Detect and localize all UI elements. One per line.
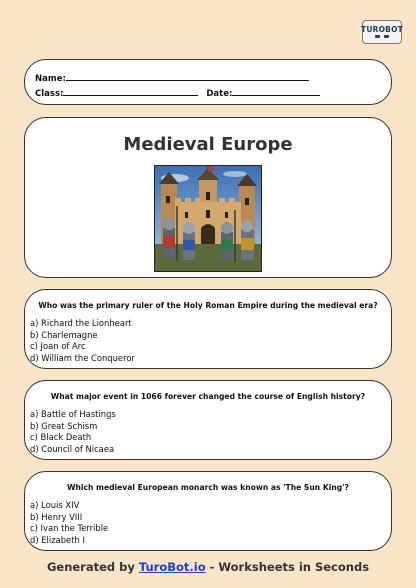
date-blank [232, 87, 320, 96]
answer-option-a: a) Louis XIV [30, 500, 80, 510]
footer-suffix: - Worksheets in Seconds [205, 560, 370, 574]
worksheet-title: Medieval Europe [123, 134, 293, 155]
class-blank [63, 87, 198, 96]
answer-option-d: d) William the Conqueror [30, 352, 135, 363]
footer-prefix: Generated by [46, 560, 139, 574]
answer-option-a: a) Battle of Hastings [30, 409, 116, 419]
turobot-logo [362, 20, 404, 46]
answer-option-c: c) Ivan the Terrible [30, 523, 109, 534]
turobot-link[interactable]: TuroBot.io [138, 560, 206, 574]
student-info-card [24, 59, 392, 105]
answer-options [30, 318, 135, 364]
question-text: Who was the primary ruler of the Holy Roman Empire during the medieval era? [38, 301, 378, 310]
answer-option-b: b) Henry VIII [30, 511, 83, 522]
robot-logo-icon [362, 20, 402, 44]
footer [0, 560, 416, 574]
name-field [35, 72, 309, 84]
answer-options [30, 409, 116, 455]
answer-option-d: d) Council of Nicaea [30, 443, 115, 454]
logo-text: TUROBOT [361, 24, 403, 34]
class-date-field [35, 87, 320, 99]
question-text: What major event in 1066 forever changed the course of English history? [50, 392, 366, 401]
question-card-1 [24, 289, 392, 369]
answer-options [30, 500, 108, 546]
name-blank [66, 72, 309, 81]
logo-eye-right [384, 35, 389, 38]
castle-knights-illustration [154, 165, 262, 272]
question-card-2 [24, 380, 392, 460]
answer-option-b: b) Great Schism [30, 420, 98, 431]
answer-option-d: d) Elizabeth I [30, 534, 85, 545]
answer-option-c: c) Black Death [30, 432, 92, 443]
answer-option-a: a) Richard the Lionheart [30, 318, 132, 328]
question-text: Which medieval European monarch was known as 'The Sun King'? [67, 483, 349, 492]
answer-option-c: c) Joan of Arc [30, 341, 86, 352]
logo-eye-left [375, 35, 380, 38]
date-label: Date: [206, 89, 233, 99]
name-label: Name: [35, 74, 66, 84]
logo-eyes [375, 35, 389, 38]
class-label: Class: [35, 89, 64, 99]
question-card-3 [24, 471, 392, 551]
answer-option-b: b) Charlemagne [30, 329, 98, 340]
title-card [24, 117, 392, 278]
